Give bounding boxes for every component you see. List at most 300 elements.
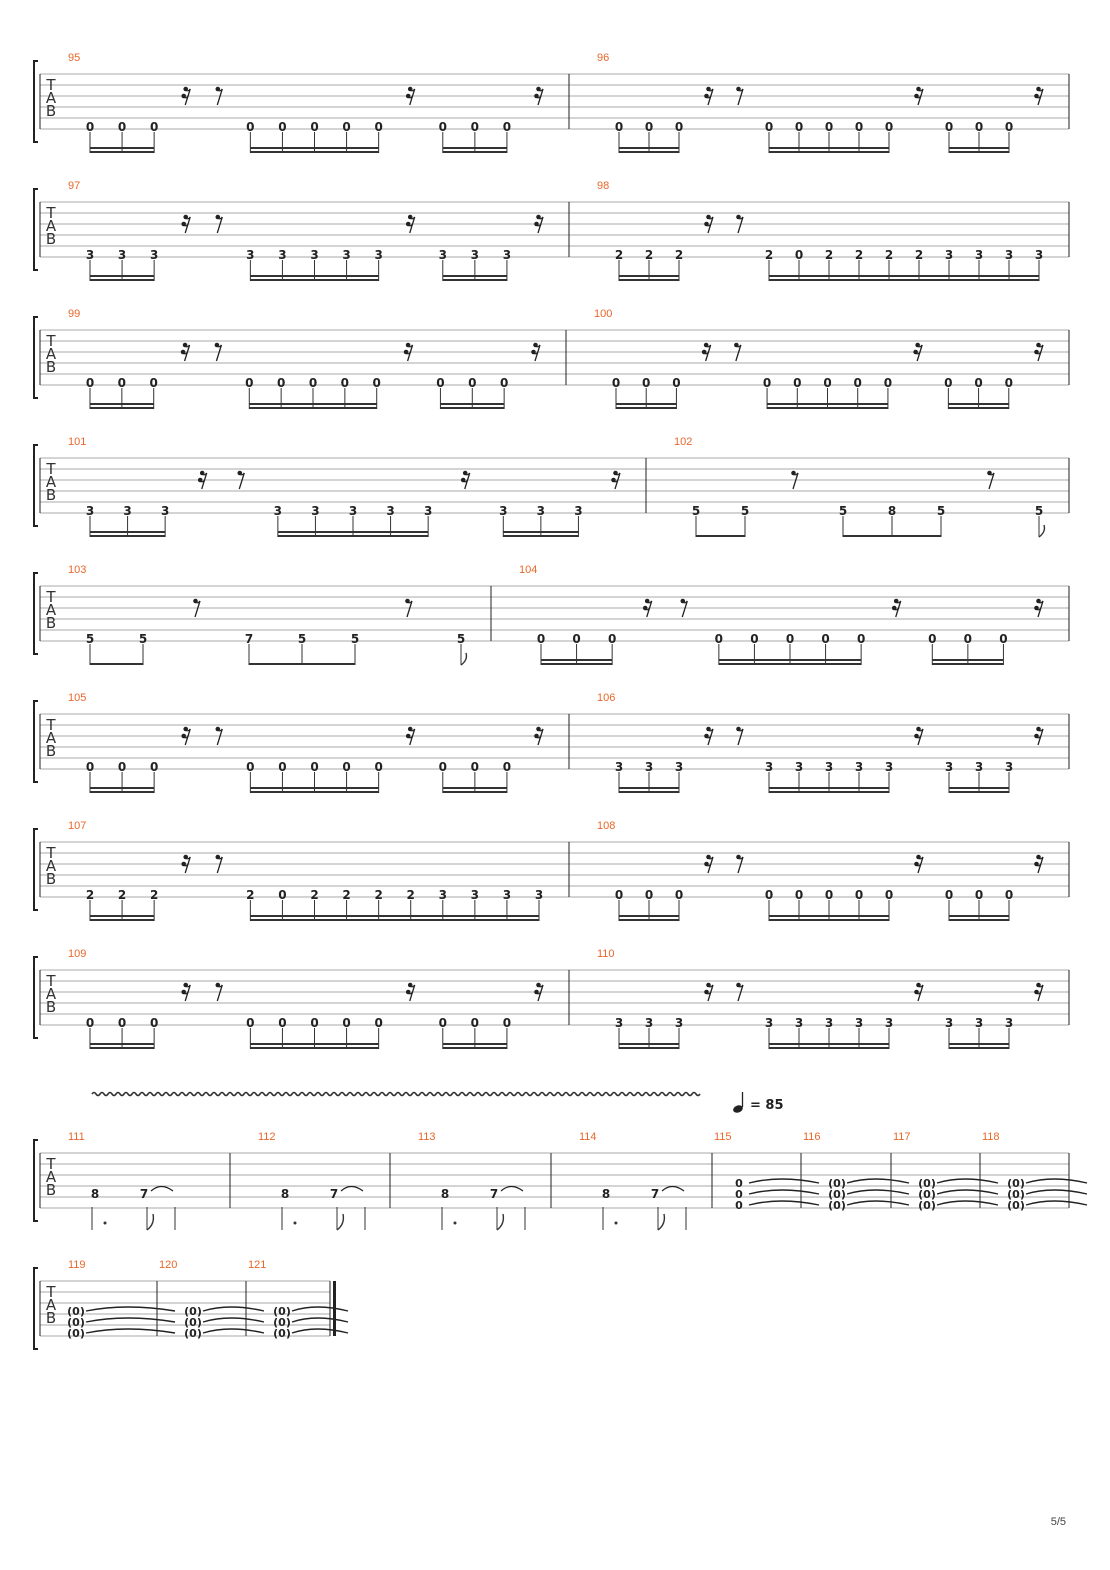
fret-number: 0 [438, 760, 447, 774]
measure-number: 116 [803, 1131, 821, 1143]
fret-number: 0 [310, 120, 319, 134]
fret-number: 0 [470, 120, 480, 134]
fret-number: 0 [714, 632, 724, 646]
tie [292, 1307, 348, 1311]
fret-number: 0 [372, 376, 381, 390]
measure-number: 97 [68, 180, 81, 192]
tab-clef-letter: A [45, 1168, 57, 1186]
tab-clef-letter: B [45, 1309, 57, 1327]
fret-number: 3 [160, 504, 170, 518]
note-beam [949, 151, 1009, 153]
fret-number: 3 [311, 504, 320, 518]
staff-bracket [34, 1140, 38, 1221]
fret-number: 3 [536, 504, 546, 518]
tie [749, 1190, 819, 1194]
fret-number: 0 [974, 888, 984, 902]
staff-bracket [34, 701, 38, 782]
note-beam [90, 915, 154, 917]
fret-number: 3 [644, 760, 654, 774]
fret-number: (0) [184, 1305, 202, 1318]
fret-number: 0 [794, 120, 804, 134]
fret-number: 3 [614, 1016, 624, 1030]
fret-number: 0 [117, 760, 127, 774]
fret-number: 3 [794, 760, 804, 774]
note-flag [461, 653, 466, 665]
note-beam [249, 403, 376, 405]
tie [1026, 1190, 1087, 1194]
measure-number: 113 [418, 1131, 436, 1143]
fret-number: 3 [1004, 760, 1014, 774]
fret-number: (0) [273, 1327, 291, 1340]
fret-number: 0 [764, 120, 774, 134]
measure-number: 115 [714, 1131, 732, 1143]
measure-number: 111 [68, 1131, 85, 1143]
note-beam [769, 787, 889, 789]
dot [454, 1222, 457, 1225]
tie [662, 1187, 684, 1192]
fret-number: 0 [853, 376, 862, 390]
note-beam [90, 531, 165, 533]
fret-number: 3 [764, 760, 774, 774]
tab-staff-system [34, 564, 1069, 665]
fret-number: 3 [502, 888, 512, 902]
note-beam [278, 531, 428, 533]
fret-number: 0 [974, 376, 983, 390]
rest-stem [738, 857, 743, 873]
tab-staff-system [34, 436, 1069, 537]
measure-number: 106 [597, 692, 616, 704]
fret-number: 2 [674, 248, 684, 262]
tie [937, 1201, 998, 1205]
measure-number: 108 [597, 820, 616, 832]
fret-number: 3 [273, 504, 283, 518]
fret-number: 2 [149, 888, 159, 902]
rest-stem [216, 345, 221, 361]
measure-number: 98 [597, 180, 610, 192]
note-flag [337, 1214, 343, 1230]
fret-number: 0 [824, 120, 834, 134]
fret-number: 0 [149, 376, 158, 390]
fret-number: (0) [918, 1177, 936, 1190]
fret-number: 8 [90, 1187, 100, 1201]
fret-number: 3 [884, 1016, 894, 1030]
note-beam [769, 151, 889, 153]
note-beam [541, 659, 612, 661]
fret-number: 3 [348, 504, 358, 518]
note-flag [658, 1214, 664, 1230]
fret-number: 0 [502, 760, 512, 774]
rest-stem [738, 89, 743, 105]
fret-number: 5 [1034, 504, 1044, 518]
fret-number: 3 [674, 760, 684, 774]
fret-number: 0 [794, 248, 804, 262]
page-number: 5/5 [1050, 1516, 1066, 1528]
fret-number: 0 [672, 376, 681, 390]
fret-number: 0 [794, 888, 804, 902]
note-beam [440, 403, 504, 405]
fret-number: (0) [273, 1305, 291, 1318]
note-beam [90, 787, 154, 789]
note-beam [443, 275, 507, 277]
fret-number: 0 [470, 1016, 480, 1030]
note-beam [619, 275, 679, 277]
tab-staff-system [34, 948, 1069, 1049]
tab-clef-letter: T [46, 972, 56, 990]
tie [341, 1187, 363, 1192]
fret-number: 0 [674, 120, 684, 134]
fret-number: 3 [1034, 248, 1044, 262]
tab-clef-letter: A [45, 473, 57, 491]
fret-number: (0) [828, 1199, 846, 1212]
rest-stem [217, 985, 222, 1001]
note-beam [90, 919, 154, 921]
fret-number: 0 [308, 376, 318, 390]
tab-clef-letter: B [45, 870, 57, 888]
final-barline-thick [333, 1281, 336, 1336]
vibrato-wavy-line [92, 1093, 700, 1096]
note-beam [696, 535, 745, 537]
fret-number: 0 [245, 376, 254, 390]
fret-number: 3 [310, 248, 319, 262]
fret-number: 3 [794, 1016, 804, 1030]
note-beam [769, 279, 1039, 281]
note-beam [440, 407, 504, 409]
fret-number: 3 [246, 248, 255, 262]
measure-number: 110 [597, 948, 615, 960]
tie [749, 1179, 819, 1183]
fret-number: 0 [883, 376, 893, 390]
note-beam [949, 1047, 1009, 1049]
fret-number: 3 [499, 504, 508, 518]
fret-number: 0 [824, 888, 834, 902]
fret-number: 2 [824, 248, 834, 262]
measure-number: 114 [579, 1131, 597, 1143]
note-beam [719, 659, 861, 661]
fret-number: 0 [884, 888, 894, 902]
note-beam [616, 403, 676, 405]
tab-clef-letter: B [45, 614, 57, 632]
fret-number: 3 [386, 504, 395, 518]
note-beam [90, 791, 154, 793]
tab-staff-system [34, 692, 1069, 793]
note-beam [619, 919, 679, 921]
tab-clef-letter: T [46, 588, 56, 606]
note-beam [250, 147, 378, 149]
note-beam [250, 919, 539, 921]
tab-staff-system [34, 1131, 1087, 1230]
fret-number: 0 [750, 632, 759, 646]
fret-number: 0 [278, 1016, 287, 1030]
fret-number: 5 [691, 504, 701, 518]
fret-number: 0 [785, 632, 795, 646]
fret-number: 0 [149, 1016, 159, 1030]
tie [292, 1318, 348, 1322]
fret-number: 0 [374, 1016, 383, 1030]
fret-number: 0 [117, 1016, 127, 1030]
note-beam [948, 403, 1008, 405]
measure-number: 117 [893, 1131, 911, 1143]
fret-number: 3 [502, 248, 512, 262]
note-flag [1039, 525, 1044, 537]
dot [104, 1222, 107, 1225]
fret-number: 0 [117, 120, 127, 134]
fret-number: 5 [838, 504, 848, 518]
note-beam [949, 915, 1009, 917]
tie [203, 1329, 264, 1333]
tab-clef-letter: T [46, 1155, 56, 1173]
fret-number: 3 [824, 760, 834, 774]
fret-number: 0 [85, 1016, 95, 1030]
note-beam [769, 915, 889, 917]
fret-number: 2 [374, 888, 383, 902]
tab-clef-letter: A [45, 601, 57, 619]
rest-stem [738, 217, 743, 233]
fret-number: 0 [735, 1199, 743, 1212]
fret-number: 0 [793, 376, 802, 390]
note-beam [250, 1047, 378, 1049]
tab-clef-letter: A [45, 345, 57, 363]
note-beam [843, 535, 941, 537]
note-beam [619, 1047, 679, 1049]
fret-number: 0 [117, 376, 127, 390]
fret-number: 3 [974, 1016, 984, 1030]
tie [203, 1307, 264, 1311]
tab-staff-system [34, 1259, 348, 1349]
tab-clef-letter: A [45, 729, 57, 747]
tab-staff-system [34, 52, 1069, 153]
fret-number: 0 [149, 120, 159, 134]
fret-number: 0 [438, 1016, 447, 1030]
fret-number: 3 [438, 248, 447, 262]
note-beam [249, 407, 376, 409]
fret-number: 0 [928, 632, 937, 646]
note-beam [719, 663, 861, 665]
staff-bracket [34, 829, 38, 910]
fret-number: 0 [85, 760, 95, 774]
tie [847, 1179, 909, 1183]
fret-number: (0) [273, 1316, 291, 1329]
note-beam [949, 791, 1009, 793]
fret-number: 0 [999, 632, 1008, 646]
fret-number: 0 [374, 120, 383, 134]
fret-number: 3 [423, 504, 433, 518]
fret-number: 3 [854, 1016, 864, 1030]
fret-number: 8 [601, 1187, 611, 1201]
fret-number: 0 [149, 760, 159, 774]
note-beam [949, 919, 1009, 921]
note-beam [90, 1043, 154, 1045]
fret-number: 5 [138, 632, 148, 646]
fret-number: 0 [536, 632, 546, 646]
note-beam [250, 279, 378, 281]
fret-number: 0 [944, 888, 954, 902]
fret-number: 2 [406, 888, 415, 902]
staff-bracket [34, 1268, 38, 1349]
tie [1026, 1179, 1087, 1183]
fret-number: 7 [244, 632, 254, 646]
fret-number: 0 [642, 376, 651, 390]
fret-number: (0) [67, 1327, 85, 1340]
fret-number: 0 [572, 632, 581, 646]
tab-clef-letter: B [45, 1181, 57, 1199]
note-beam [769, 791, 889, 793]
fret-number: 0 [644, 120, 654, 134]
fret-number: (0) [1007, 1199, 1025, 1212]
note-beam [278, 535, 428, 537]
fret-number: 7 [329, 1187, 339, 1201]
fret-number: 0 [310, 1016, 319, 1030]
fret-number: 0 [278, 760, 287, 774]
note-beam [250, 151, 378, 153]
fret-number: 3 [944, 760, 954, 774]
tab-clef-letter: T [46, 1283, 56, 1301]
fret-number: 0 [607, 632, 617, 646]
fret-number: (0) [918, 1199, 936, 1212]
fret-number: 2 [644, 248, 654, 262]
note-beam [767, 407, 888, 409]
tab-staff-system [34, 180, 1069, 281]
note-beam [249, 663, 355, 665]
fret-number: 0 [854, 888, 864, 902]
measure-number: 99 [68, 308, 81, 320]
note-beam [250, 915, 539, 917]
fret-number: 0 [342, 1016, 351, 1030]
note-beam [541, 663, 612, 665]
tab-clef-letter: A [45, 217, 57, 235]
fret-number: 0 [854, 120, 864, 134]
fret-number: (0) [828, 1188, 846, 1201]
note-beam [769, 1043, 889, 1045]
note-beam [443, 151, 507, 153]
note-beam [443, 279, 507, 281]
fret-number: 5 [85, 632, 95, 646]
tempo-marking [732, 1092, 783, 1114]
tie [749, 1201, 819, 1205]
rest-stem [738, 729, 743, 745]
tie [86, 1318, 175, 1322]
fret-number: 3 [974, 760, 984, 774]
rest-stem [239, 473, 244, 489]
tie [203, 1318, 264, 1322]
fret-number: 0 [762, 376, 772, 390]
fret-number: 3 [944, 248, 954, 262]
rest-stem [407, 601, 412, 617]
fret-number: (0) [67, 1305, 85, 1318]
rest-stem [989, 473, 994, 489]
fret-number: (0) [918, 1188, 936, 1201]
fret-number: 3 [764, 1016, 774, 1030]
fret-number: 2 [764, 248, 774, 262]
staff-bracket [34, 317, 38, 398]
fret-number: 2 [914, 248, 924, 262]
tab-clef-letter: A [45, 1296, 57, 1314]
fret-number: 0 [974, 120, 984, 134]
fret-number: 3 [278, 248, 287, 262]
note-beam [932, 663, 1003, 665]
fret-number: 0 [340, 376, 350, 390]
tie [292, 1329, 348, 1333]
rest-stem [195, 601, 200, 617]
tab-clef-letter: B [45, 486, 57, 504]
fret-number: 0 [1004, 888, 1014, 902]
measure-number: 109 [68, 948, 87, 960]
fret-number: 2 [614, 248, 624, 262]
measure-number: 100 [594, 308, 613, 320]
fret-number: 3 [85, 248, 95, 262]
measure-number: 120 [159, 1259, 178, 1271]
fret-number: 3 [438, 888, 447, 902]
note-beam [443, 787, 507, 789]
note-beam [619, 791, 679, 793]
fret-number: 3 [574, 504, 583, 518]
staff-bracket [34, 189, 38, 270]
fret-number: 7 [650, 1187, 660, 1201]
tie [1026, 1201, 1087, 1205]
fret-number: 0 [85, 376, 95, 390]
tempo-value: = 85 [750, 1098, 784, 1113]
tie [151, 1187, 173, 1192]
fret-number: 3 [854, 760, 864, 774]
rest-stem [217, 857, 222, 873]
staff-bracket [34, 573, 38, 654]
note-beam [949, 1043, 1009, 1045]
fret-number: 0 [821, 632, 830, 646]
dot [294, 1222, 297, 1225]
note-beam [250, 791, 378, 793]
fret-number: (0) [184, 1316, 202, 1329]
fret-number: 0 [884, 120, 894, 134]
fret-number: 0 [310, 760, 319, 774]
fret-number: 8 [887, 504, 897, 518]
note-beam [250, 1043, 378, 1045]
fret-number: 3 [1004, 248, 1014, 262]
fret-number: 0 [342, 760, 351, 774]
fret-number: 3 [944, 1016, 954, 1030]
note-beam [503, 531, 578, 533]
rest-stem [736, 345, 741, 361]
note-beam [250, 275, 378, 277]
measure-number: 119 [68, 1259, 86, 1271]
fret-number: 0 [278, 888, 287, 902]
rest-stem [738, 985, 743, 1001]
note-beam [90, 535, 165, 537]
fret-number: 2 [884, 248, 894, 262]
tab-clef-letter: T [46, 716, 56, 734]
fret-number: 3 [374, 248, 383, 262]
note-beam [769, 919, 889, 921]
tie [86, 1307, 175, 1311]
note-beam [90, 663, 143, 665]
fret-number: 0 [614, 888, 624, 902]
note-beam [619, 787, 679, 789]
note-beam [619, 1043, 679, 1045]
fret-number: (0) [828, 1177, 846, 1190]
fret-number: 0 [764, 888, 774, 902]
fret-number: (0) [1007, 1188, 1025, 1201]
note-flag [497, 1214, 503, 1230]
fret-number: 2 [854, 248, 864, 262]
note-beam [769, 275, 1039, 277]
fret-number: 7 [139, 1187, 149, 1201]
fret-number: 3 [85, 504, 95, 518]
fret-number: 0 [611, 376, 621, 390]
tab-clef-letter: A [45, 985, 57, 1003]
note-beam [443, 1043, 507, 1045]
tab-clef-letter: B [45, 230, 57, 248]
measure-number: 118 [982, 1131, 1000, 1143]
fret-number: 3 [117, 248, 127, 262]
fret-number: 3 [644, 1016, 654, 1030]
